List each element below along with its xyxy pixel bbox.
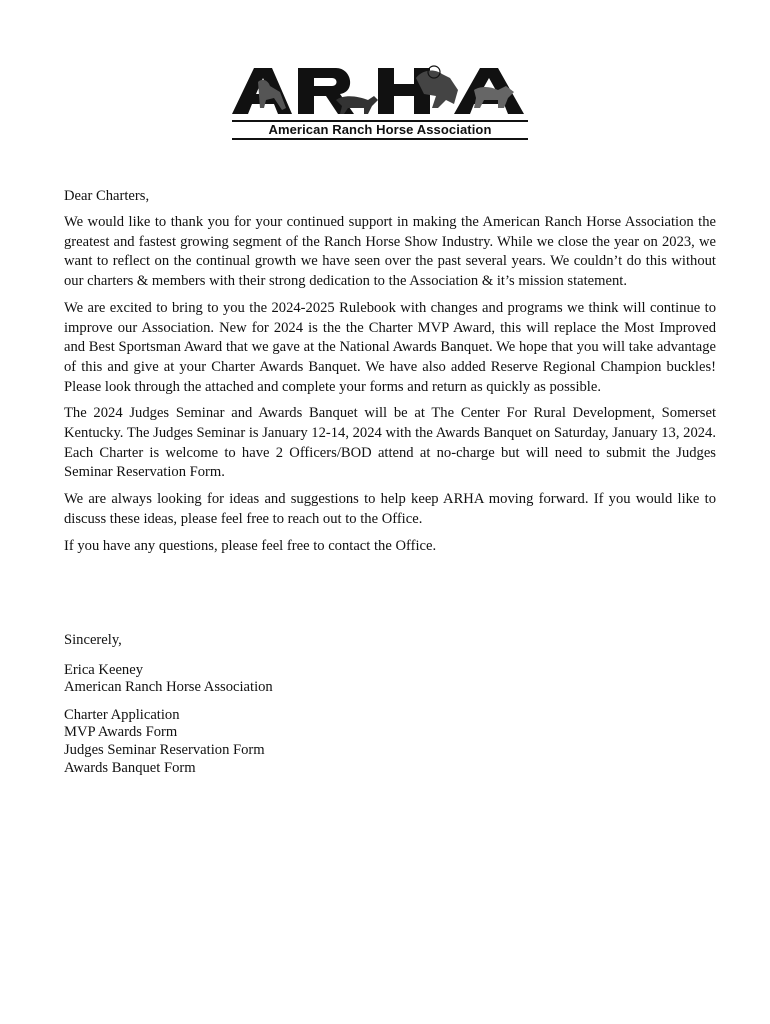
letter-closing <box>64 632 716 787</box>
letter-paragraph: We would like to thank you for your continued support in making the American Ranch Horse Association the greatest and fastest growing segment of the Ranch Horse Show Industry. While we close the year on 2023, we want to reflect on the continual growth we have seen over the past several years. We couldn’t do this without our charters & members with their strong dedication to the Association & it’s mission statement. <box>64 214 716 290</box>
logo-subtitle: American Ranch Horse Association <box>232 120 528 140</box>
letter-paragraph: The 2024 Judges Seminar and Awards Banquet will be at The Center For Rural Development, Somerset Kentucky. The Judges Seminar is January 12-14, 2024 with the Awards Banquet on Saturday, January 13, 2024. Each Charter is welcome to have 2 Officers/BOD attend at no-charge but will need to submit the Judges Seminar Reservation Form. <box>64 405 716 481</box>
letter-paragraph: We are excited to bring to you the 2024-2025 Rulebook with changes and programs we think will continue to improve our Association. New for 2024 is the the Charter MVP Award, this will replace the Most Improved and Best Sportsman Award that we gave at the National Awards Banquet. We hope that you will take advantage of this and give at your Charter Awards Banquet. We have also added Reserve Regional Champion buckles! Please look through the attached and complete your forms and return as quickly as possible. <box>64 299 716 395</box>
enclosure-item: Judges Seminar Reservation Form <box>64 741 265 758</box>
arha-logo-artwork <box>228 64 532 116</box>
sign-off: Sincerely, <box>64 632 122 648</box>
signer-organization: American Ranch Horse Association <box>64 679 273 696</box>
signer-name: Erica Keeney <box>64 661 143 678</box>
arha-logo <box>228 64 532 144</box>
letter-paragraph: We are always looking for ideas and suggestions to help keep ARHA moving forward. If you would like to discuss these ideas, please feel free to reach out to the Office. <box>64 491 716 527</box>
enclosure-item: Awards Banquet Form <box>64 759 196 776</box>
enclosure-item: Charter Application <box>64 706 180 723</box>
letter-paragraph: If you have any questions, please feel free to contact the Office. <box>64 537 437 554</box>
letter-body <box>64 213 716 563</box>
signature-block <box>64 662 716 697</box>
sign-off-block <box>64 632 716 650</box>
letter-greeting: Dear Charters, <box>64 188 150 204</box>
enclosure-item: MVP Awards Form <box>64 724 178 741</box>
logo-horse-r-icon <box>336 96 378 114</box>
enclosures-list <box>64 707 716 777</box>
